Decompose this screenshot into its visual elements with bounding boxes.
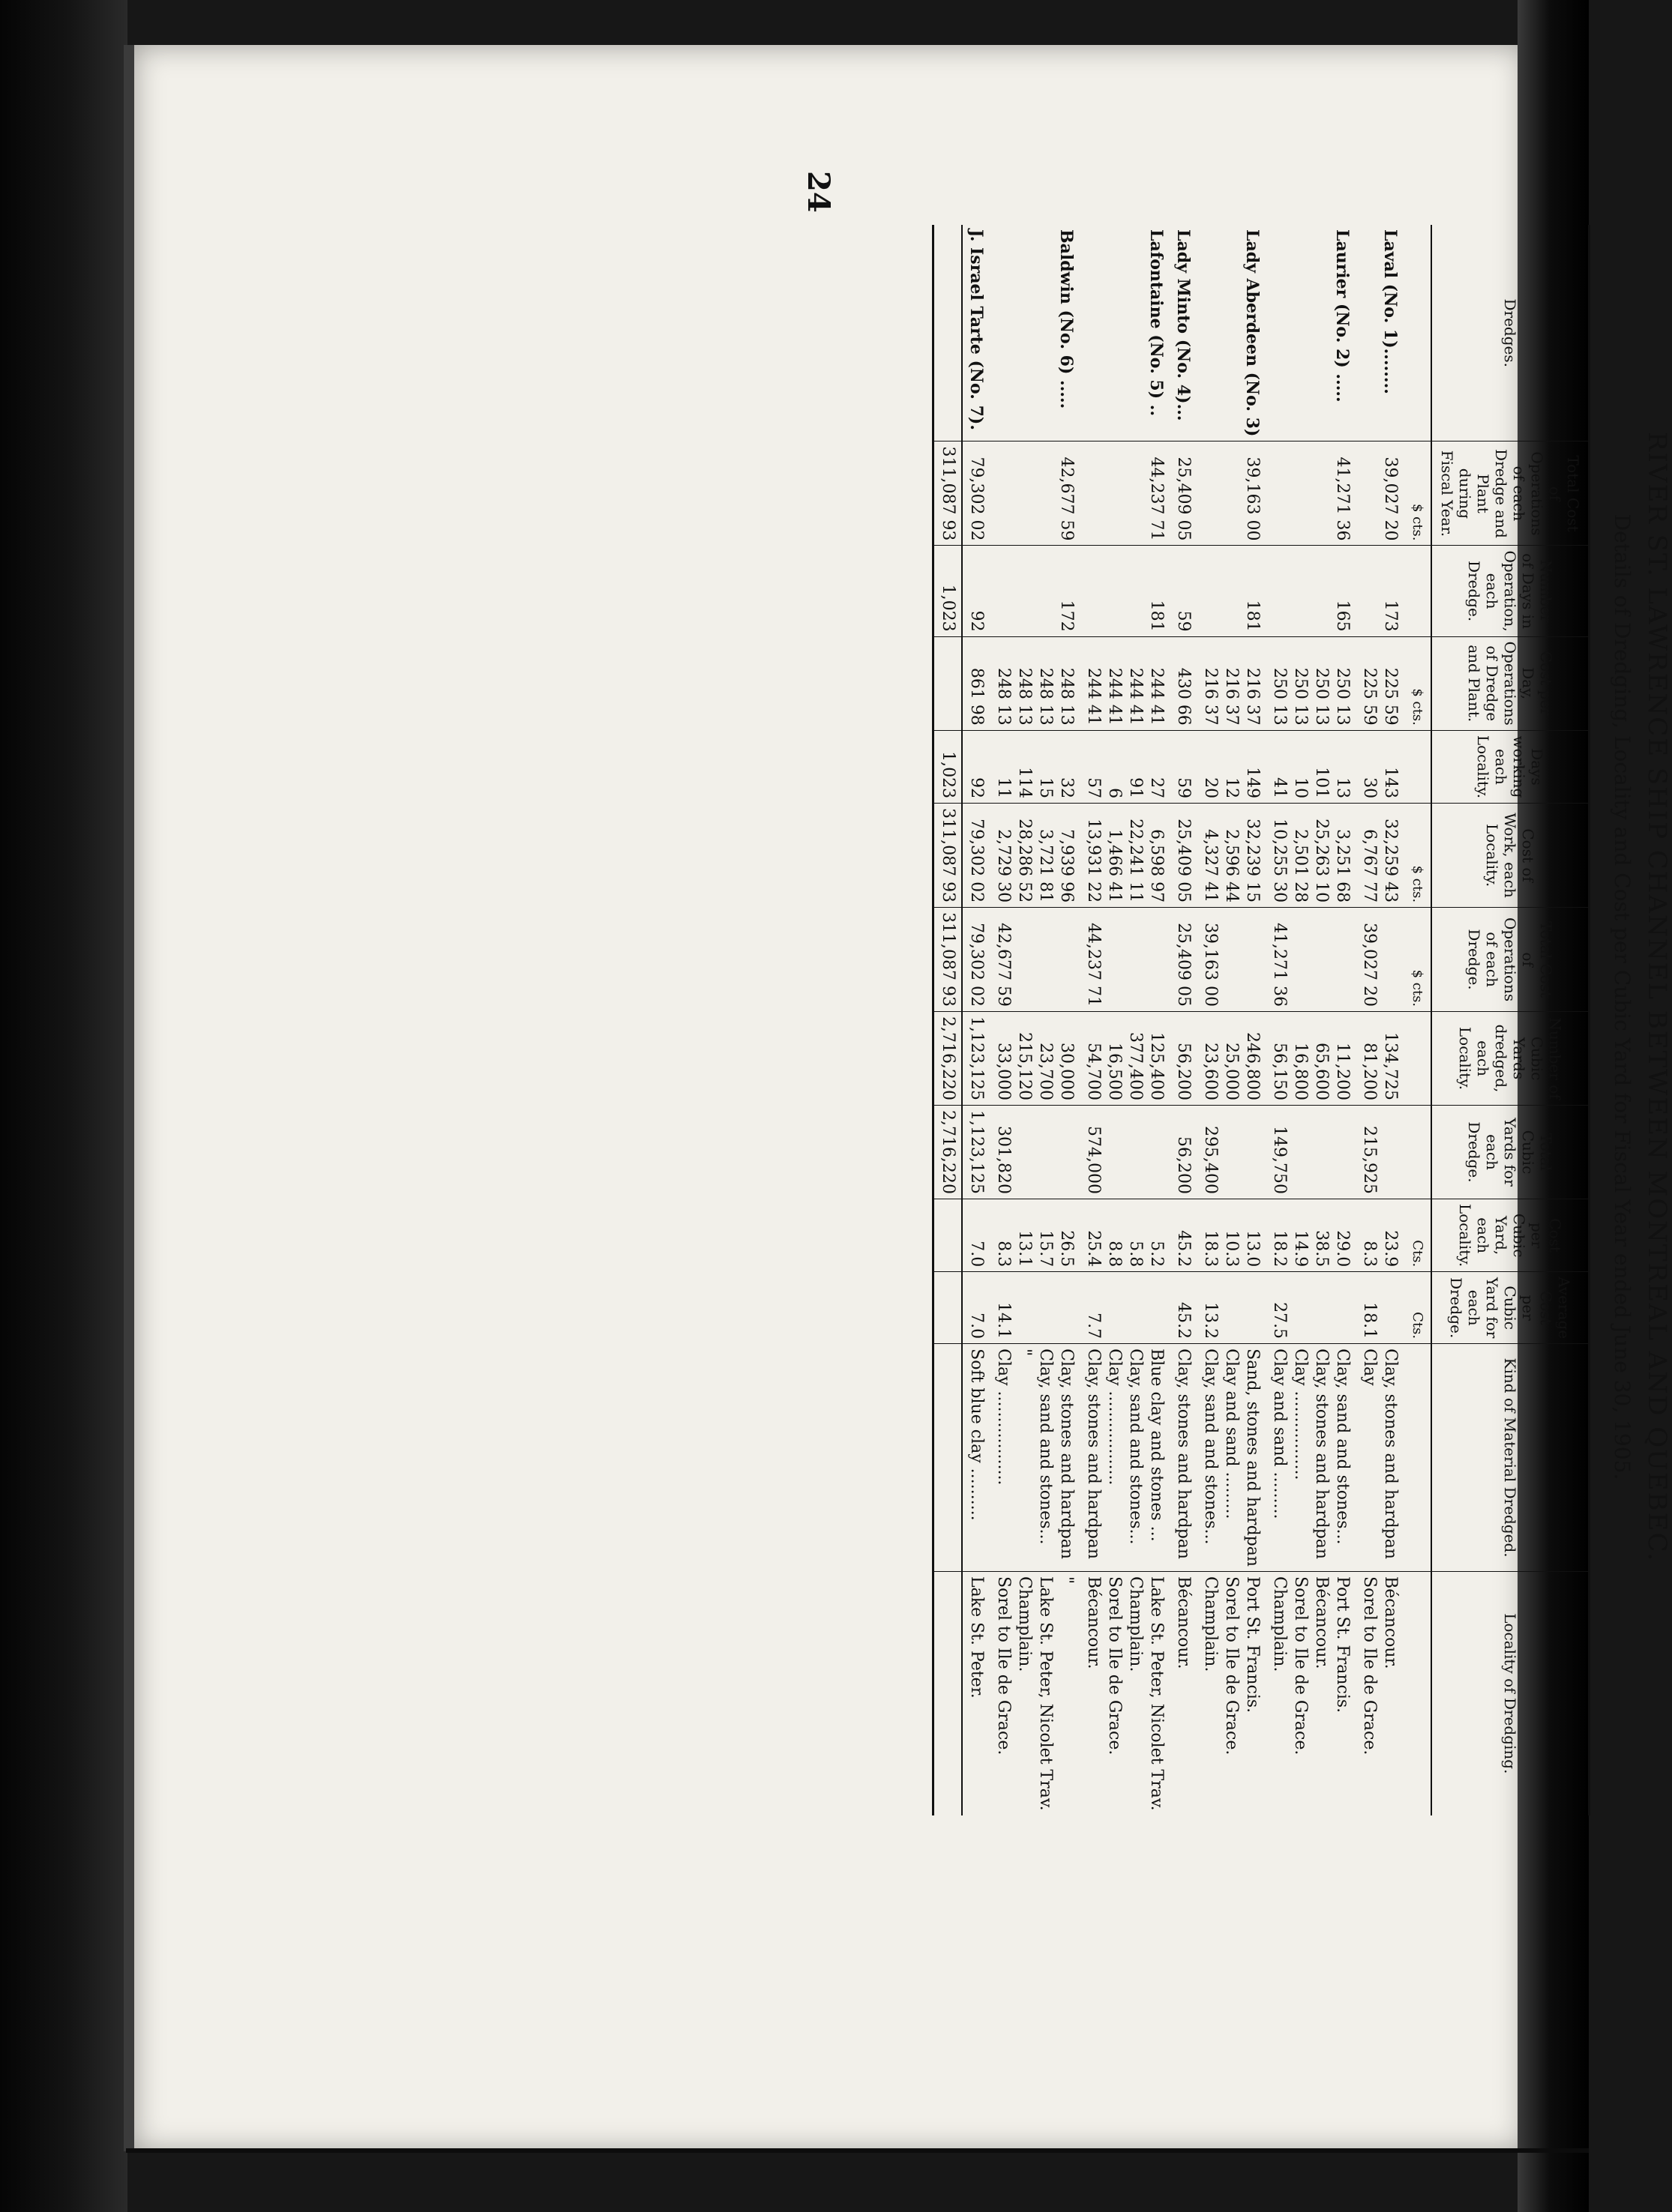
cost-work-cell: 32,259 43 6,767 77 (1356, 804, 1404, 908)
cost-cubic-locality-cell: 26.5 15.7 13.1 8.3 (990, 1199, 1080, 1271)
col-days-operation: Number of Days in Operation, each Dredge. (1431, 546, 1590, 636)
avg-cost-cell: 13.2 (1197, 1272, 1266, 1344)
table-row (990, 225, 1080, 1815)
dredge-name: J. Israel Tarte (No. 7). (966, 229, 986, 430)
cost-per-day-cell: 248 13 248 13 248 13 248 13 (990, 636, 1080, 730)
cost-cubic-locality-cell: 29.0 38.5 14.9 18.2 (1266, 1199, 1356, 1271)
days-cell: 59 (1170, 546, 1197, 636)
unit-cell (1404, 1344, 1431, 1572)
total-cost-each-cell: 39,027 20 (1356, 908, 1404, 1012)
cubic-locality-cell: 11,200 65,600 16,800 56,150 (1266, 1012, 1356, 1106)
col-avg-cost: Average Cost per Cubic Yard for each Dredge. (1431, 1272, 1590, 1344)
total-cubic-cell: 215,925 (1356, 1106, 1404, 1199)
cost-cubic-locality-cell: 23.9 8.3 (1356, 1199, 1404, 1271)
total-cubic-cell: 301,820 (990, 1106, 1080, 1199)
col-dredges: Dredges. (1431, 225, 1590, 442)
days-cell: 172 (990, 546, 1080, 636)
unit-cell (1404, 546, 1431, 636)
avg-cost-cell: 45.2 (1170, 1272, 1197, 1344)
cost-per-day-cell: 216 37 216 37 216 37 (1197, 636, 1266, 730)
totals-label (933, 225, 963, 442)
unit-cell: $ cts. (1404, 442, 1431, 546)
table-row (1356, 225, 1404, 1815)
total-cost-cell: 41,271 36 (1266, 442, 1356, 546)
unit-cell (1404, 225, 1431, 442)
total-cubic-cell: 149,750 (1266, 1106, 1356, 1199)
header-row (1431, 225, 1590, 1815)
cubic-locality-cell: 56,200 (1170, 1012, 1197, 1106)
rotated-table-block (210, 225, 1672, 1811)
unit-cell: $ cts. (1404, 636, 1431, 730)
cost-cubic-locality-cell: 13.0 10.3 18.3 (1197, 1199, 1266, 1271)
cubic-locality-cell: 246,800 25,000 23,600 (1197, 1012, 1266, 1106)
days-locality-cell: 27 91 6 57 (1080, 730, 1170, 803)
table-row (1266, 225, 1356, 1815)
locality-cell: Bécancour. (1170, 1572, 1197, 1815)
locality-cell: " Lake St. Peter, Nicolet Trav. Champlain. Sorel to Ile de Grace. (990, 1572, 1080, 1815)
totals-row (933, 225, 963, 1815)
totals-total-cost: 311,087 93 (933, 442, 963, 546)
total-cost-cell: 39,163 00 (1197, 442, 1266, 546)
document-title: RIVER ST. LAWRENCE SHIP CHANNEL BETWEEN MONTREAL AND QUEBEC. (1642, 431, 1672, 1563)
dredge-name: Lafontaine (No. 5) .. (1146, 229, 1166, 417)
totals-empty (933, 1344, 963, 1572)
col-locality: Locality of Dredging. (1431, 1572, 1590, 1815)
scan-bottom-edge (126, 2148, 1589, 2153)
dredge-name: Lady Aberdeen (No. 3) (1242, 229, 1262, 437)
days-cell: 173 (1356, 546, 1404, 636)
material-cell: Soft blue clay .......... (962, 1344, 990, 1572)
avg-cost-cell: 18.1 (1356, 1272, 1404, 1344)
total-cost-cell: 39,027 20 (1356, 442, 1404, 546)
unit-cell (1404, 1572, 1431, 1815)
totals-empty (933, 1272, 963, 1344)
col-total-cubic: Total Cubic Yards for each Dredge. (1431, 1106, 1590, 1199)
avg-cost-cell: 27.5 (1266, 1272, 1356, 1344)
totals-cost-work: 311,087 93 (933, 804, 963, 908)
col-days-locality: Days working each Locality. (1431, 730, 1590, 803)
dredge-name: Baldwin (No. 6) ..... (1056, 229, 1076, 409)
cost-per-day-cell: 244 41 244 41 244 41 244 41 (1080, 636, 1170, 730)
totals-total-cost-each: 311,087 93 (933, 908, 963, 1012)
table-row (1170, 225, 1197, 1815)
unit-cell: Cts. (1404, 1199, 1431, 1271)
totals-empty (933, 1572, 963, 1815)
material-cell: Clay, stones and hardpan (1170, 1344, 1197, 1572)
avg-cost-cell: 7.7 (1080, 1272, 1170, 1344)
cost-per-day-cell: 250 13 250 13 250 13 250 13 (1266, 636, 1356, 730)
unit-cell (1404, 730, 1431, 803)
dredge-name: Laval (No. 1)........ (1380, 229, 1400, 394)
total-cost-each-cell: 44,237 71 (1080, 908, 1170, 1012)
days-locality-cell: 59 (1170, 730, 1197, 803)
cost-cubic-locality-cell: 5.2 5.8 8.8 25.4 (1080, 1199, 1170, 1271)
total-cost-each-cell: 39,163 00 (1197, 908, 1266, 1012)
cost-work-cell: 7,939 96 3,721 81 28,286 52 2,729 30 (990, 804, 1080, 908)
col-cost-per-day: Cost per Day, Operations of Dredge and Plant. (1431, 636, 1590, 730)
unit-cell: $ cts. (1404, 804, 1431, 908)
material-cell: Clay, stones and hardpan Clay, sand and stones... " Clay .................. (990, 1344, 1080, 1572)
total-cubic-cell: 574,000 (1080, 1106, 1170, 1199)
total-cost-each-cell: 25,409 05 (1170, 908, 1197, 1012)
total-cost-each-cell: 79,302 02 (962, 908, 990, 1012)
cost-per-day-cell: 225 59 225 59 (1356, 636, 1404, 730)
material-cell: Clay, stones and hardpan Clay (1356, 1344, 1404, 1572)
page-number: 24 (801, 171, 836, 213)
cost-per-day-cell: 861 98 (962, 636, 990, 730)
table-row (962, 225, 990, 1815)
avg-cost-cell: 7.0 (962, 1272, 990, 1344)
totals-total-cubic: 2,716,220 (933, 1106, 963, 1199)
cost-per-day-cell: 430 66 (1170, 636, 1197, 730)
cost-work-cell: 3,251 68 25,263 10 2,501 28 10,255 30 (1266, 804, 1356, 908)
unit-cell (1404, 1106, 1431, 1199)
days-locality-cell: 13 101 10 41 (1266, 730, 1356, 803)
table-row (1080, 225, 1170, 1815)
days-locality-cell: 32 15 114 11 (990, 730, 1080, 803)
total-cubic-cell: 56,200 (1170, 1106, 1197, 1199)
unit-cell: Cts. (1404, 1272, 1431, 1344)
cubic-locality-cell: 30,000 23,700 215,120 33,000 (990, 1012, 1080, 1106)
col-cubic-locality: Number of Cubic Yards dredged, each Locality. (1431, 1012, 1590, 1106)
total-cubic-cell: 1,123,125 (962, 1106, 990, 1199)
table-body (962, 225, 1431, 1815)
locality-cell: Port St. Francis. Bécancour. Sorel to Ile de Grace. Champlain. (1266, 1572, 1356, 1815)
col-material: Kind of Material Dredged. (1431, 1344, 1590, 1572)
unit-cell: $ cts. (1404, 908, 1431, 1012)
days-cell: 181 (1080, 546, 1170, 636)
cost-cubic-locality-cell: 45.2 (1170, 1199, 1197, 1271)
avg-cost-cell: 14.1 (990, 1272, 1080, 1344)
locality-cell: Port St. Francis. Sorel to Ile de Grace. Champlain. (1197, 1572, 1266, 1815)
cubic-locality-cell: 1,123,125 (962, 1012, 990, 1106)
totals-cubic-loc: 2,716,220 (933, 1012, 963, 1106)
scan-left-edge (0, 0, 127, 2212)
dredge-name: Lady Minto (No. 4)... (1173, 229, 1193, 421)
material-cell: Blue clay and stones ... Clay, sand and stones... Clay .................. Clay, stones and hardpan (1080, 1344, 1170, 1572)
days-locality-cell: 92 (962, 730, 990, 803)
total-cost-each-cell: 42,677 59 (990, 908, 1080, 1012)
totals-days: 1,023 (933, 546, 963, 636)
material-cell: Clay, sand and stones... Clay, stones and hardpan Clay ................. Clay and sand ......... (1266, 1344, 1356, 1572)
total-cubic-cell: 295,400 (1197, 1106, 1266, 1199)
totals-empty (933, 636, 963, 730)
dredging-table (932, 225, 1590, 1815)
total-cost-cell: 79,302 02 (962, 442, 990, 546)
days-locality-cell: 149 12 20 (1197, 730, 1266, 803)
cubic-locality-cell: 134,725 81,200 (1356, 1012, 1404, 1106)
units-row (1404, 225, 1431, 1815)
cost-work-cell: 79,302 02 (962, 804, 990, 908)
locality-cell: Lake St. Peter. (962, 1572, 990, 1815)
table-row (1197, 225, 1266, 1815)
days-cell: 92 (962, 546, 990, 636)
col-cost-cubic-locality: Cost per Cubic Yard, each Locality. (1431, 1199, 1590, 1271)
total-cost-cell: 42,677 59 (990, 442, 1080, 546)
locality-cell: Bécancour. Sorel to Ile de Grace. (1356, 1572, 1404, 1815)
col-total-cost-dredge: Total Cost of Operations of each Dredge. (1431, 908, 1590, 1012)
col-cost-work: Cost of Work, each Locality. (1431, 804, 1590, 908)
totals-days-loc: 1,023 (933, 730, 963, 803)
material-cell: Sand, stones and hardpan Clay and sand ......... Clay, sand and stones... (1197, 1344, 1266, 1572)
days-locality-cell: 143 30 (1356, 730, 1404, 803)
days-cell: 165 (1266, 546, 1356, 636)
dredge-name: Laurier (No. 2) ..... (1332, 229, 1352, 403)
locality-cell: Lake St. Peter, Nicolet Trav. Champlain. Sorel to Ile de Grace. Bécancour. (1080, 1572, 1170, 1815)
unit-cell (1404, 1012, 1431, 1106)
total-cost-cell: 25,409 05 (1170, 442, 1197, 546)
cost-work-cell: 25,409 05 (1170, 804, 1197, 908)
total-cost-cell: 44,237 71 (1080, 442, 1170, 546)
col-total-cost-fiscal: Total Cost of Operations of each Dredge and Plant during Fiscal Year. (1431, 442, 1590, 546)
document-subtitle: Details of Dredging, Locality and Cost per Cubic Yard for Fiscal Year ended June 30, 1905. (1610, 513, 1635, 1480)
total-cost-each-cell: 41,271 36 (1266, 908, 1356, 1012)
cost-work-cell: 6,598 97 22,241 11 1,466 41 13,931 22 (1080, 804, 1170, 908)
cost-cubic-locality-cell: 7.0 (962, 1199, 990, 1271)
days-cell: 181 (1197, 546, 1266, 636)
cost-work-cell: 32,239 15 2,596 44 4,327 41 (1197, 804, 1266, 908)
cubic-locality-cell: 125,400 377,400 16,500 54,700 (1080, 1012, 1170, 1106)
totals-empty (933, 1199, 963, 1271)
